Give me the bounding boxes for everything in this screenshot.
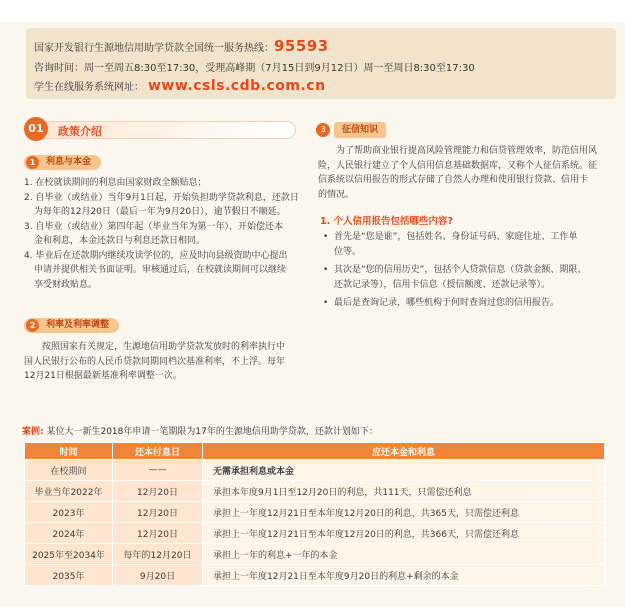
- paragraph-line: 国人民银行公布的人民币贷款同期同档次基准利率，不上浮。每年: [24, 356, 286, 367]
- bullet-line: • 首先是“您是谁”，包括姓名、身份证号码、家庭住址、工作单: [334, 232, 578, 242]
- case-text: 某位大一新生2018年申请一笔期限为17年的生源地信用助学贷款，还款计划如下：: [46, 427, 378, 437]
- credit-title: 征信知识: [334, 122, 386, 138]
- table-cell: 承担上一年的利息+一年的本金: [203, 544, 605, 565]
- credit-number-badge: 3: [316, 123, 330, 137]
- table-cell: 在校期间: [25, 460, 113, 481]
- hotline-number: 95593: [274, 37, 329, 55]
- table-cell: 2023年: [25, 502, 113, 523]
- bullet-line: • 最后是查询记录，哪些机构于何时查询过您的信用报告。: [334, 298, 560, 308]
- table-cell: 无需承担利息或本金: [203, 460, 605, 481]
- table-cell: 承担上一年度12月21日至本年度12月20日的利息，共366天，只需偿还利息: [203, 523, 605, 544]
- bullet-line: 还款记录等），信用卡信息（授信额度、还款记录等）。: [334, 279, 551, 290]
- column-header: 还本付息日: [113, 443, 203, 460]
- table-cell: 承担上一年度12月21日至本年度12月20日的利息，共365天，只需偿还利息: [203, 502, 605, 523]
- table-cell: 承担本年度9月1日至12月20日的利息，共111天，只需偿还利息: [203, 481, 605, 502]
- list-item: 3. 自毕业（或结业）第四年起（毕业当年为第一年），开始偿还本: [24, 221, 283, 232]
- table-cell: 12月20日: [113, 523, 203, 544]
- interest-rate-tag: [24, 318, 119, 333]
- column-header: 时间: [25, 443, 113, 460]
- tag-title: 利息与本金: [46, 157, 92, 167]
- bullet-item: [320, 230, 610, 259]
- tag-number: 2: [26, 319, 39, 332]
- column-header: 应还本金和利息: [203, 443, 605, 460]
- website-line: [34, 78, 326, 94]
- repayment-table: [24, 442, 605, 586]
- paragraph-line: 的情况。: [318, 189, 355, 200]
- table-cell: ——: [113, 460, 203, 481]
- list-item: 为每年的12月20日（最后一年为9月20日），逾节假日不顺延。: [34, 207, 286, 217]
- hotline-box: [26, 28, 616, 99]
- website-label: 学生在线服务系统网址：: [34, 82, 144, 93]
- paragraph-line: 信系统以信用报告的形式存储了自然人办理和使用银行贷款、信用卡: [318, 175, 589, 185]
- bullet-item: [320, 296, 610, 311]
- tag-title: 利率及利率调整: [46, 320, 110, 330]
- case-label: 案例:: [22, 427, 44, 437]
- paragraph-line: 按照国家有关规定，生源地信用助学贷款发放时的利率执行中: [42, 342, 286, 352]
- table-cell: 12月20日: [113, 502, 203, 523]
- table-cell: 12月20日: [113, 481, 203, 502]
- table-row: [25, 502, 605, 523]
- consult-hours: 咨询时间：周一至周五8:30至17:30，受理高峰期（7月15日到9月12日）周一至周日8:30至17:30: [34, 63, 475, 74]
- credit-report-bullets: [320, 230, 610, 315]
- table-cell: 2035年: [25, 565, 113, 586]
- policy-section-header: [24, 117, 296, 141]
- tag-number: 1: [26, 156, 39, 169]
- table-cell: 毕业当年2022年: [25, 481, 113, 502]
- table-row: [25, 544, 605, 565]
- bullet-line: 位等。: [334, 246, 362, 257]
- bullet-item: [320, 263, 610, 292]
- interest-principal-tag: [24, 155, 101, 170]
- table-header-row: [25, 443, 605, 460]
- interest-principal-list: [24, 176, 306, 292]
- table-cell: 每年的12月20日: [113, 544, 203, 565]
- paragraph-line: 险，人民银行建立了个人信用信息基础数据库，又称个人征信系统。征: [318, 160, 598, 171]
- list-item: 4. 毕业后在还款期内继续攻读学位的，应及时向县级资助中心提出: [24, 250, 288, 261]
- table-cell: 2024年: [25, 523, 113, 544]
- paragraph-line: 为了帮助商业银行提高风险管理能力和信贷管理效率，防范信用风: [336, 146, 598, 156]
- website-url[interactable]: www.csls.cdb.com.cn: [148, 78, 326, 94]
- bullet-line: • 其次是“您的信用历史”，包括个人贷款信息（贷款金额、期限、: [334, 265, 587, 275]
- hotline-line: [34, 37, 329, 55]
- top-strip: [0, 0, 625, 22]
- table-row: [25, 565, 605, 586]
- table-row: [25, 460, 605, 481]
- list-item: 享受财政贴息。: [34, 279, 98, 290]
- table-cell: 2025年至2034年: [25, 544, 113, 565]
- table-row: [25, 481, 605, 502]
- table-cell: 9月20日: [113, 565, 203, 586]
- policy-number-badge: 01: [24, 117, 48, 141]
- paragraph-line: 12月21日根据最新基准利率调整一次。: [24, 371, 182, 381]
- list-item: 1. 在校就读期间的利息由国家财政全额贴息；: [24, 178, 207, 188]
- policy-title: 政策介绍: [58, 125, 102, 138]
- list-item: 申请并提供相关书面证明。审核通过后，在校就读期间可以继续: [34, 265, 287, 275]
- hotline-label: 国家开发银行生源地信用助学贷款全国统一服务热线：: [34, 43, 274, 54]
- table-cell: 承担上一年度12月21日至本年度9月20日的利息+剩余的本金: [203, 565, 605, 586]
- list-item: 金和利息，本金还款日与利息还款日相同。: [34, 236, 206, 246]
- credit-intro: [318, 144, 610, 202]
- list-item: 2. 自毕业（或结业）当年9月1日起，开始负担助学贷款利息，还款日: [24, 192, 299, 203]
- interest-rate-text: [24, 340, 306, 384]
- credit-report-question: 1. 个人信用报告包括哪些内容?: [320, 216, 454, 227]
- table-row: [25, 523, 605, 544]
- case-line: [22, 424, 378, 437]
